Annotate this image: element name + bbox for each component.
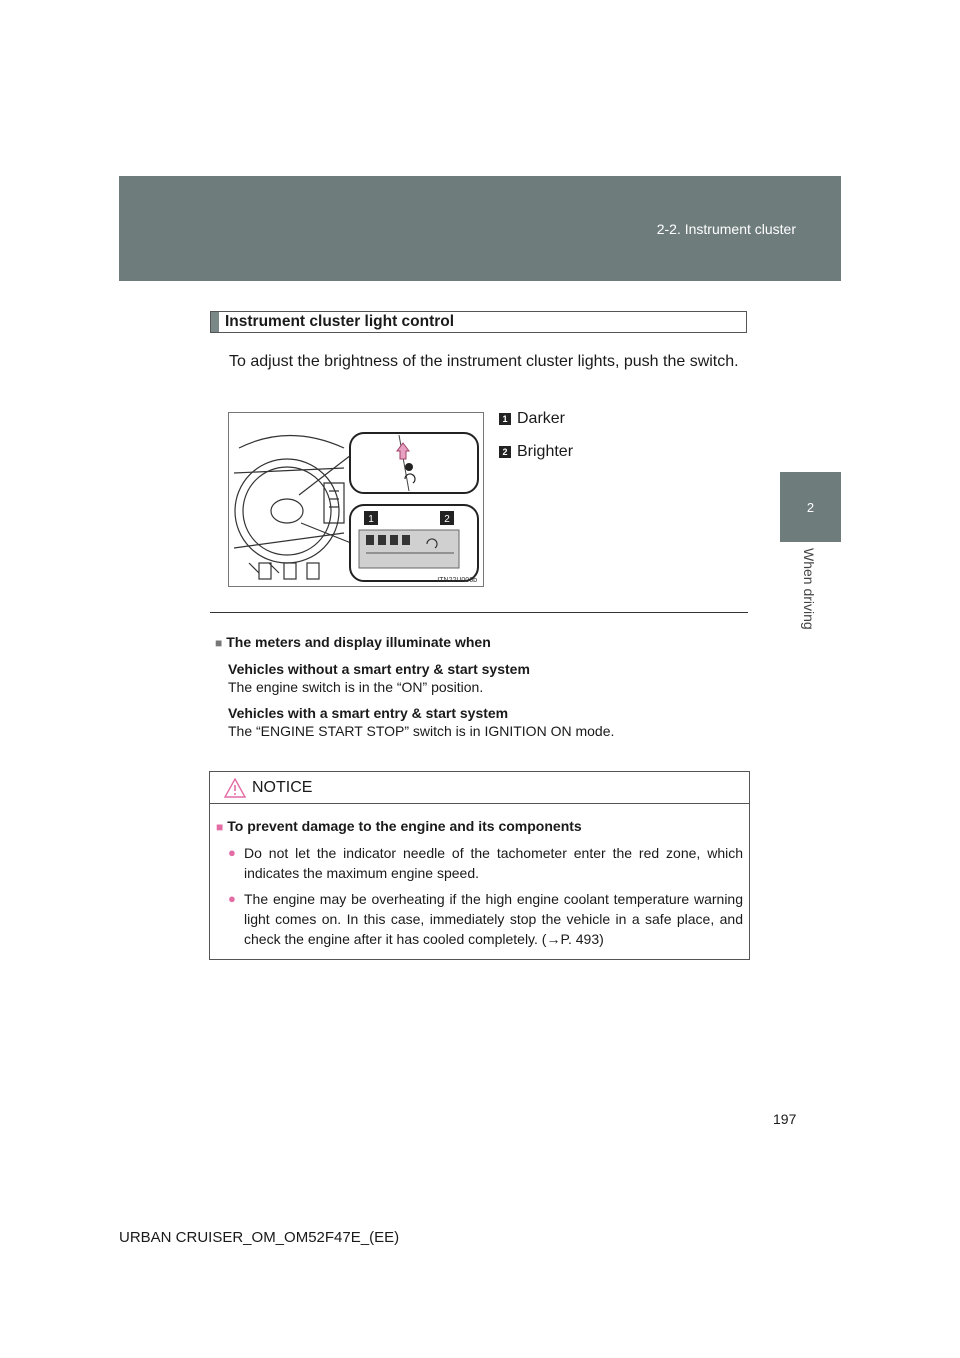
- notice-label: NOTICE: [252, 778, 313, 796]
- callout-1-label: 1: [368, 514, 374, 525]
- circle-bullet-icon: ●: [228, 845, 236, 860]
- notice-bullet: [216, 843, 743, 883]
- chapter-number: 2: [806, 499, 815, 515]
- section-divider: [210, 612, 748, 613]
- section-heading: [210, 311, 747, 333]
- header-band: [119, 176, 841, 281]
- notice-bullet: [216, 889, 743, 949]
- intro-text: To adjust the brightness of the instrument cluster lights, push the switch.: [229, 353, 739, 370]
- note-heading-with: Vehicles with a smart entry & start system: [228, 705, 509, 721]
- square-bullet-icon: ■: [215, 636, 223, 650]
- chapter-label: When driving: [801, 548, 817, 630]
- section-breadcrumb: 2-2. Instrument cluster: [656, 221, 796, 237]
- legend-item-brighter: [499, 443, 573, 461]
- dashboard-drawing: [229, 413, 483, 586]
- instrument-panel-illustration: [228, 412, 484, 587]
- notice-content: [210, 804, 749, 949]
- section-title: Instrument cluster light control: [225, 313, 455, 330]
- steering-hub: [271, 499, 303, 523]
- heading-bar: [211, 312, 219, 332]
- notice-bullet-text: Do not let the indicator needle of the tachometer enter the red zone, which indicates the maximum engine speed.: [244, 845, 743, 881]
- legend-label-brighter: Brighter: [517, 443, 574, 460]
- document-footer: URBAN CRUISER_OM_OM52F47E_(EE): [119, 1229, 400, 1246]
- legend-number-1: 1: [499, 413, 511, 425]
- legend-item-darker: [499, 410, 565, 428]
- info-note: [215, 633, 745, 740]
- legend-label-darker: Darker: [517, 410, 566, 427]
- square-bullet-icon: ■: [216, 820, 224, 834]
- note-title: ■ The meters and display illuminate when: [215, 634, 491, 650]
- callout-2-label: 2: [444, 514, 450, 525]
- notice-header: [210, 772, 749, 804]
- legend-number-2: 2: [499, 446, 511, 458]
- note-heading-without: Vehicles without a smart entry & start system: [228, 661, 530, 677]
- circle-bullet-icon: ●: [228, 891, 236, 906]
- steering-wheel-rim: [235, 459, 339, 563]
- warning-triangle-icon: [224, 778, 246, 798]
- figure-code: ITN22U006b: [437, 577, 477, 584]
- notice-bullet-text: The engine may be overheating if the high engine coolant temperature warning light comes on. In this case, immediately stop the vehicle in a safe place, and check the engine after it has cooled completely. (→P. 493): [244, 891, 743, 947]
- notice-box: [209, 771, 750, 960]
- note-text-without: The engine switch is in the “ON” position.: [228, 679, 484, 695]
- chapter-tab: [780, 472, 841, 542]
- switch-zoom-panel: [350, 433, 478, 493]
- page-number: 197: [773, 1111, 797, 1127]
- notice-title: ■ To prevent damage to the engine and its components: [216, 818, 582, 834]
- note-text-with: The “ENGINE START STOP” switch is in IGNITION ON mode.: [228, 723, 615, 739]
